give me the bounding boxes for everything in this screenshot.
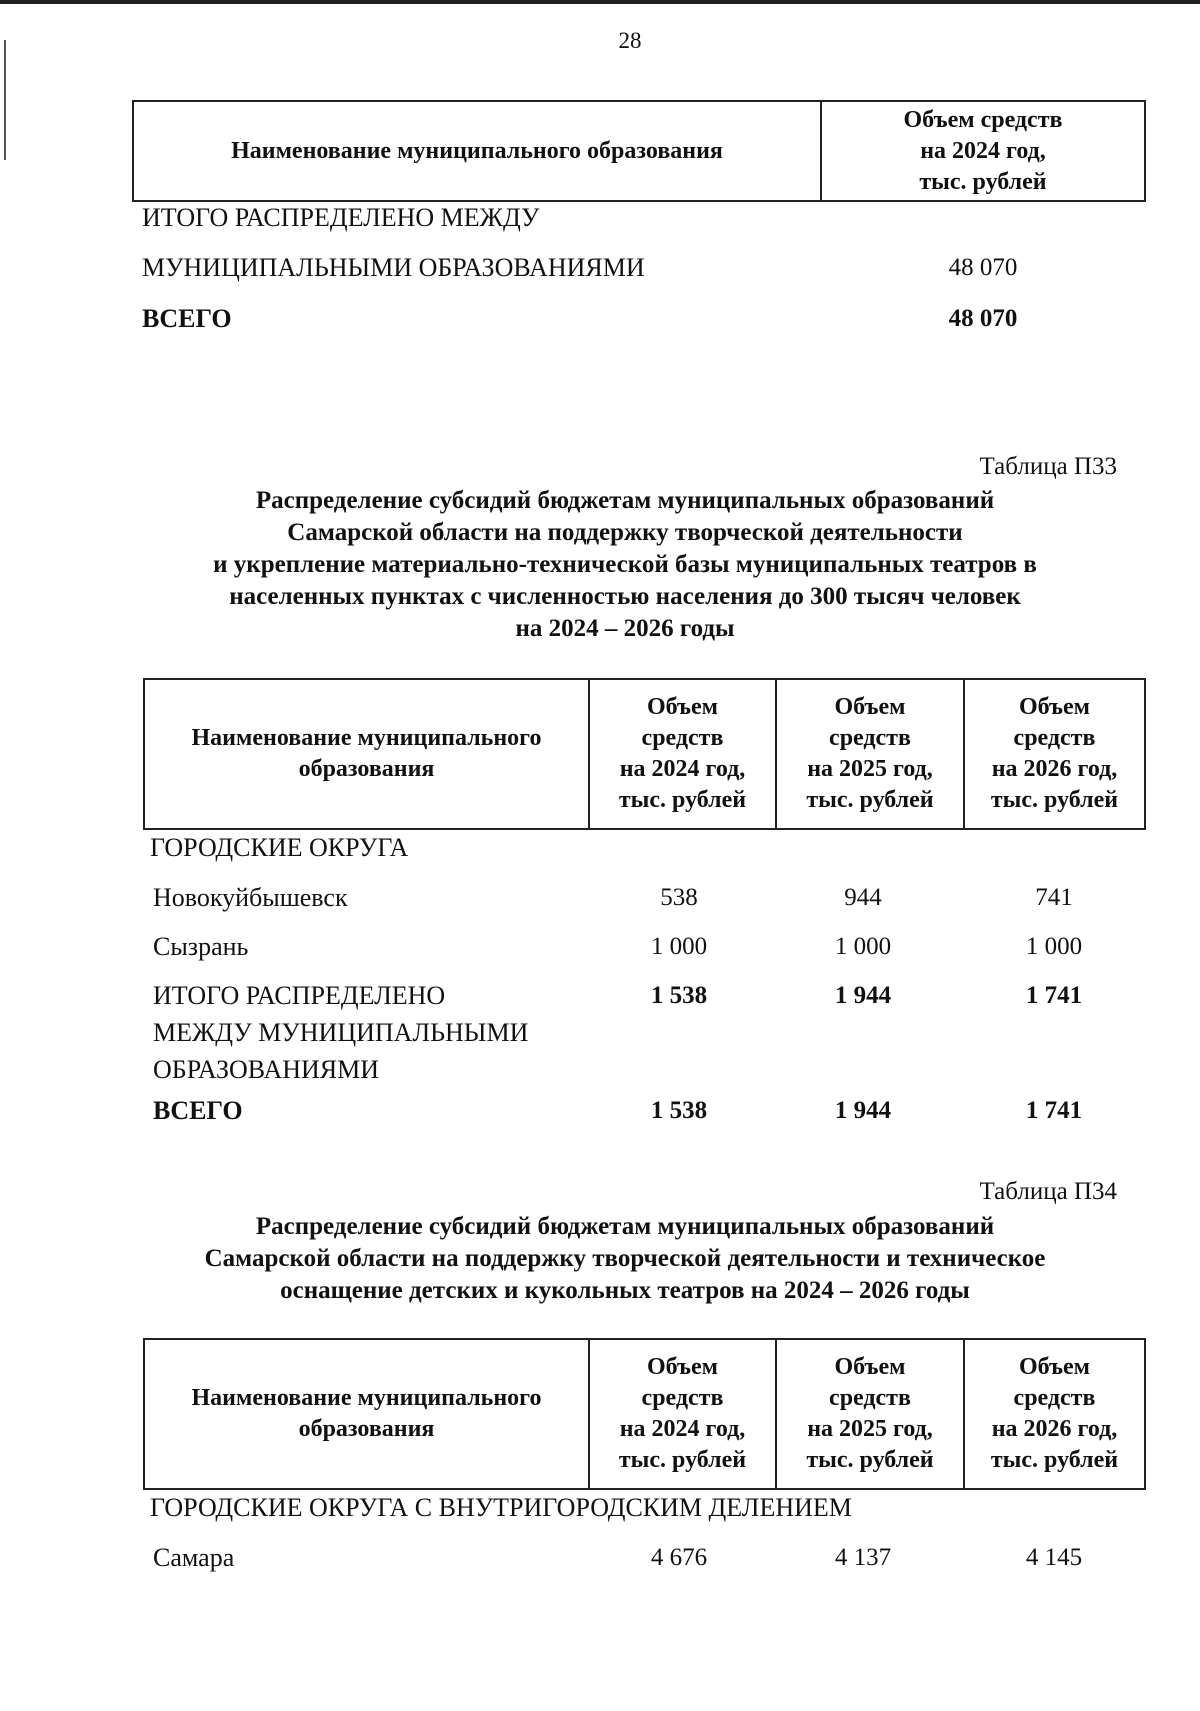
p34-header-2024-col: Объем средств на 2024 год, тыс. рублей xyxy=(618,1354,747,1473)
table-p33-header xyxy=(143,678,1146,830)
table-p33-caption: Таблица П33 xyxy=(979,453,1117,480)
top-border-line xyxy=(0,0,1200,4)
table-row: Сызрань xyxy=(153,932,249,961)
top-total-value: 48 070 xyxy=(948,254,1018,281)
p34-section-label: ГОРОДСКИЕ ОКРУГА С ВНУТРИГОРОДСКИМ ДЕЛЕНИЕМ xyxy=(150,1493,852,1522)
table-p34-header xyxy=(143,1338,1146,1490)
top-header-name-col: Наименование муниципального образования xyxy=(231,137,723,164)
table-row: Новокуйбышевск xyxy=(153,883,348,912)
p33-total-label-line2: МЕЖДУ МУНИЦИПАЛЬНЫМИ xyxy=(153,1018,529,1047)
table-p33-title: Распределение субсидий бюджетам муниципальных образований Самарской области на поддержку творческой деятельности и укрепление материально-технической базы муниципальных театров в населенных пунктах с численностью населения до 300 тысяч человек на 2024 – 2026 годы xyxy=(213,487,1037,642)
p33-total-2025: 1 944 xyxy=(834,982,892,1009)
p33-header-2026-col: Объем средств на 2026 год, тыс. рублей xyxy=(990,694,1119,813)
top-grand-label: ВСЕГО xyxy=(142,304,232,333)
p33-header-2025-col: Объем средств на 2025 год, тыс. рублей xyxy=(806,694,934,813)
top-grand-value: 48 070 xyxy=(948,305,1018,332)
p33-row2-2025: 1 000 xyxy=(834,933,892,960)
table-p34-caption: Таблица П34 xyxy=(979,1178,1117,1205)
p33-section-label: ГОРОДСКИЕ ОКРУГА xyxy=(150,833,409,862)
top-table-header xyxy=(132,100,1146,202)
p33-header-2024-col: Объем средств на 2024 год, тыс. рублей xyxy=(618,694,747,813)
p33-grand-2025: 1 944 xyxy=(834,1097,892,1124)
table-p34-title: Распределение субсидий бюджетам муниципальных образований Самарской области на поддержку творческой деятельности и техническое оснащение детских и кукольных театров на 2024 – 2026 годы xyxy=(204,1213,1046,1304)
p33-grand-2024: 1 538 xyxy=(650,1097,708,1124)
top-header-volume-col: Объем средств на 2024 год, тыс. рублей xyxy=(903,106,1063,195)
p33-row2-2026: 1 000 xyxy=(1025,933,1083,960)
p33-grand-label: ВСЕГО xyxy=(153,1096,243,1125)
p33-row2-2024: 1 000 xyxy=(650,933,708,960)
p33-header-name-col: Наименование муниципального образования xyxy=(191,725,542,782)
p33-total-2026: 1 741 xyxy=(1025,982,1083,1009)
p33-grand-2026: 1 741 xyxy=(1025,1097,1083,1124)
p34-header-2025-col: Объем средств на 2025 год, тыс. рублей xyxy=(806,1354,934,1473)
p34-row1-2024: 4 676 xyxy=(650,1544,708,1571)
p34-header-2026-col: Объем средств на 2026 год, тыс. рублей xyxy=(990,1354,1119,1473)
p34-row1-2026: 4 145 xyxy=(1025,1544,1083,1571)
p33-total-label-line3: ОБРАЗОВАНИЯМИ xyxy=(153,1055,380,1084)
top-total-label-line2: МУНИЦИПАЛЬНЫМИ ОБРАЗОВАНИЯМИ xyxy=(142,253,645,282)
p33-total-label-line1: ИТОГО РАСПРЕДЕЛЕНО xyxy=(153,981,446,1010)
p33-row1-2025: 944 xyxy=(844,884,882,911)
p33-total-2024: 1 538 xyxy=(650,982,708,1009)
left-margin-mark xyxy=(4,40,6,160)
p34-row1-2025: 4 137 xyxy=(834,1544,892,1571)
p34-header-name-col: Наименование муниципального образования xyxy=(191,1385,542,1442)
p33-row1-2026: 741 xyxy=(1035,884,1073,911)
page-number: 28 xyxy=(618,28,642,53)
p33-row1-2024: 538 xyxy=(660,884,698,911)
top-total-label-line1: ИТОГО РАСПРЕДЕЛЕНО МЕЖДУ xyxy=(142,203,540,232)
table-row: Самара xyxy=(153,1543,235,1572)
